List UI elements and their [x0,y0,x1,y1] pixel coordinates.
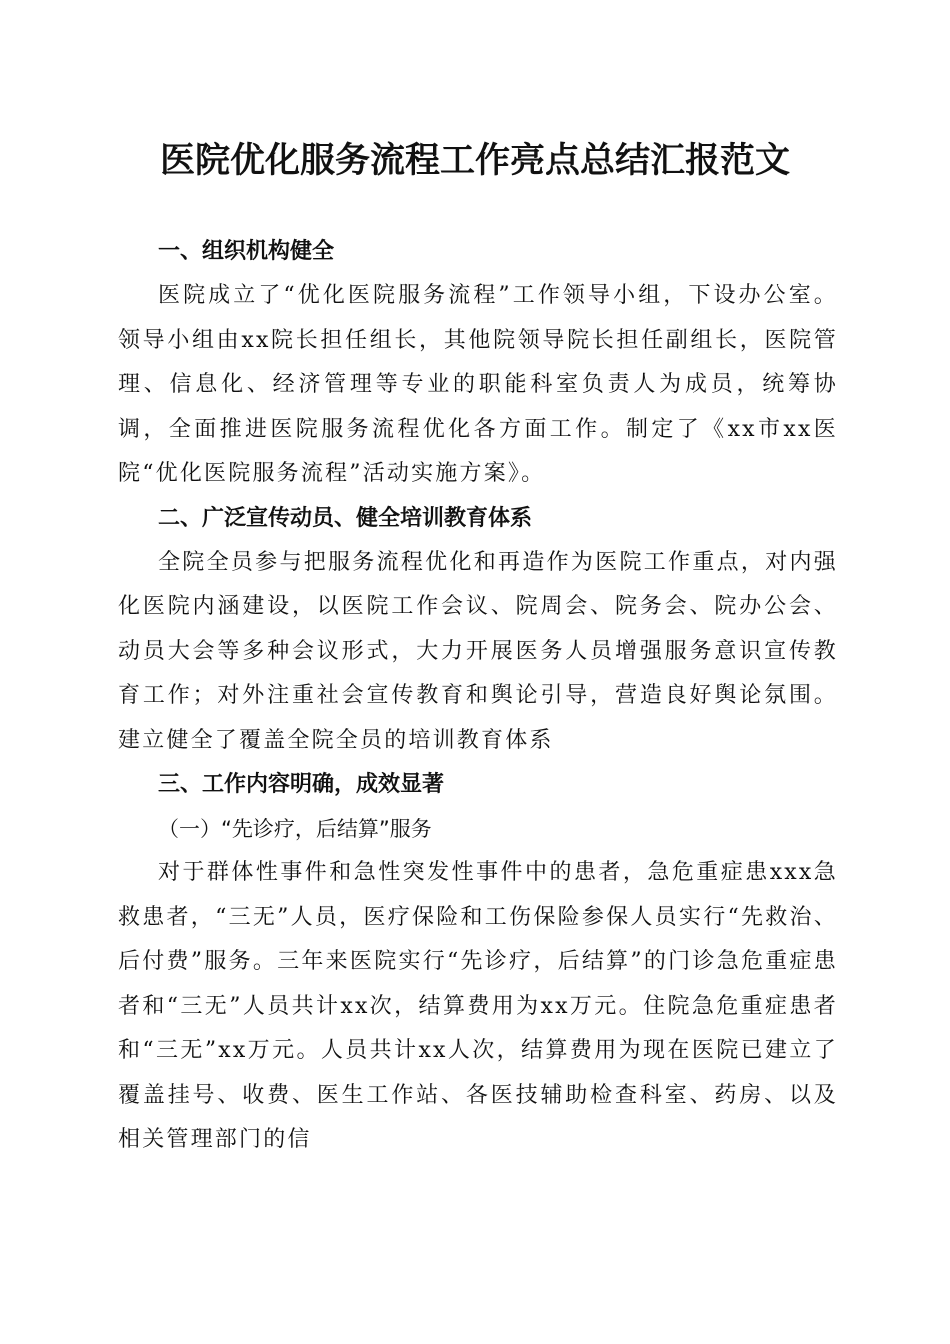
section-heading-publicity: 二、广泛宣传动员、健全培训教育体系 [158,505,533,531]
section-paragraph-publicity: 全院全员参与把服务流程优化和再造作为医院工作重点，对内强化医院内涵建设，以医院工作会议、院周会、院务会、院办公会、动员大会等多种会议形式，大力开展医务人员增强服务意识宣传教育工作；对外注重社会宣传教育和舆论引导，营造良好舆论氛围。建立健全了覆盖全院全员的培训教育体系 [118,549,838,753]
subsection-heading-treat-first: （一）“先诊疗，后结算”服务 [158,817,432,841]
section-paragraph-organization: 医院成立了“优化医院服务流程”工作领导小组，下设办公室。领导小组由xx院长担任组长，其他院领导院长担任副组长，医院管理、信息化、经济管理等专业的职能科室负责人为成员，统筹协调，全面推进医院服务流程优化各方面工作。制定了《xx市xx医院“优化医院服务流程”活动实施方案》。 [118,283,838,486]
document-title: 医院优化服务流程工作亮点总结汇报范文 [159,140,790,181]
section-heading-work-content: 三、工作内容明确，成效显著 [158,772,445,797]
document-body [118,230,838,1163]
section-paragraph-treat-first: 对于群体性事件和急性突发性事件中的患者，急危重症患xxx急救患者，“三无”人员，医疗保险和工伤保险参保人员实行“先救治、后付费”服务。三年来医院实行“先诊疗，后结算”的门诊急危重症患者和“三无”人员共计xx次，结算费用为xx万元。住院急危重症患者和“三无”xx万元。人员共计xx人次，结算费用为现在医院已建立了覆盖挂号、收费、医生工作站、各医技辅助检查科室、药房、以及相关管理部门的信 [118,860,838,1152]
section-heading-organization: 一、组织机构健全 [158,239,335,264]
